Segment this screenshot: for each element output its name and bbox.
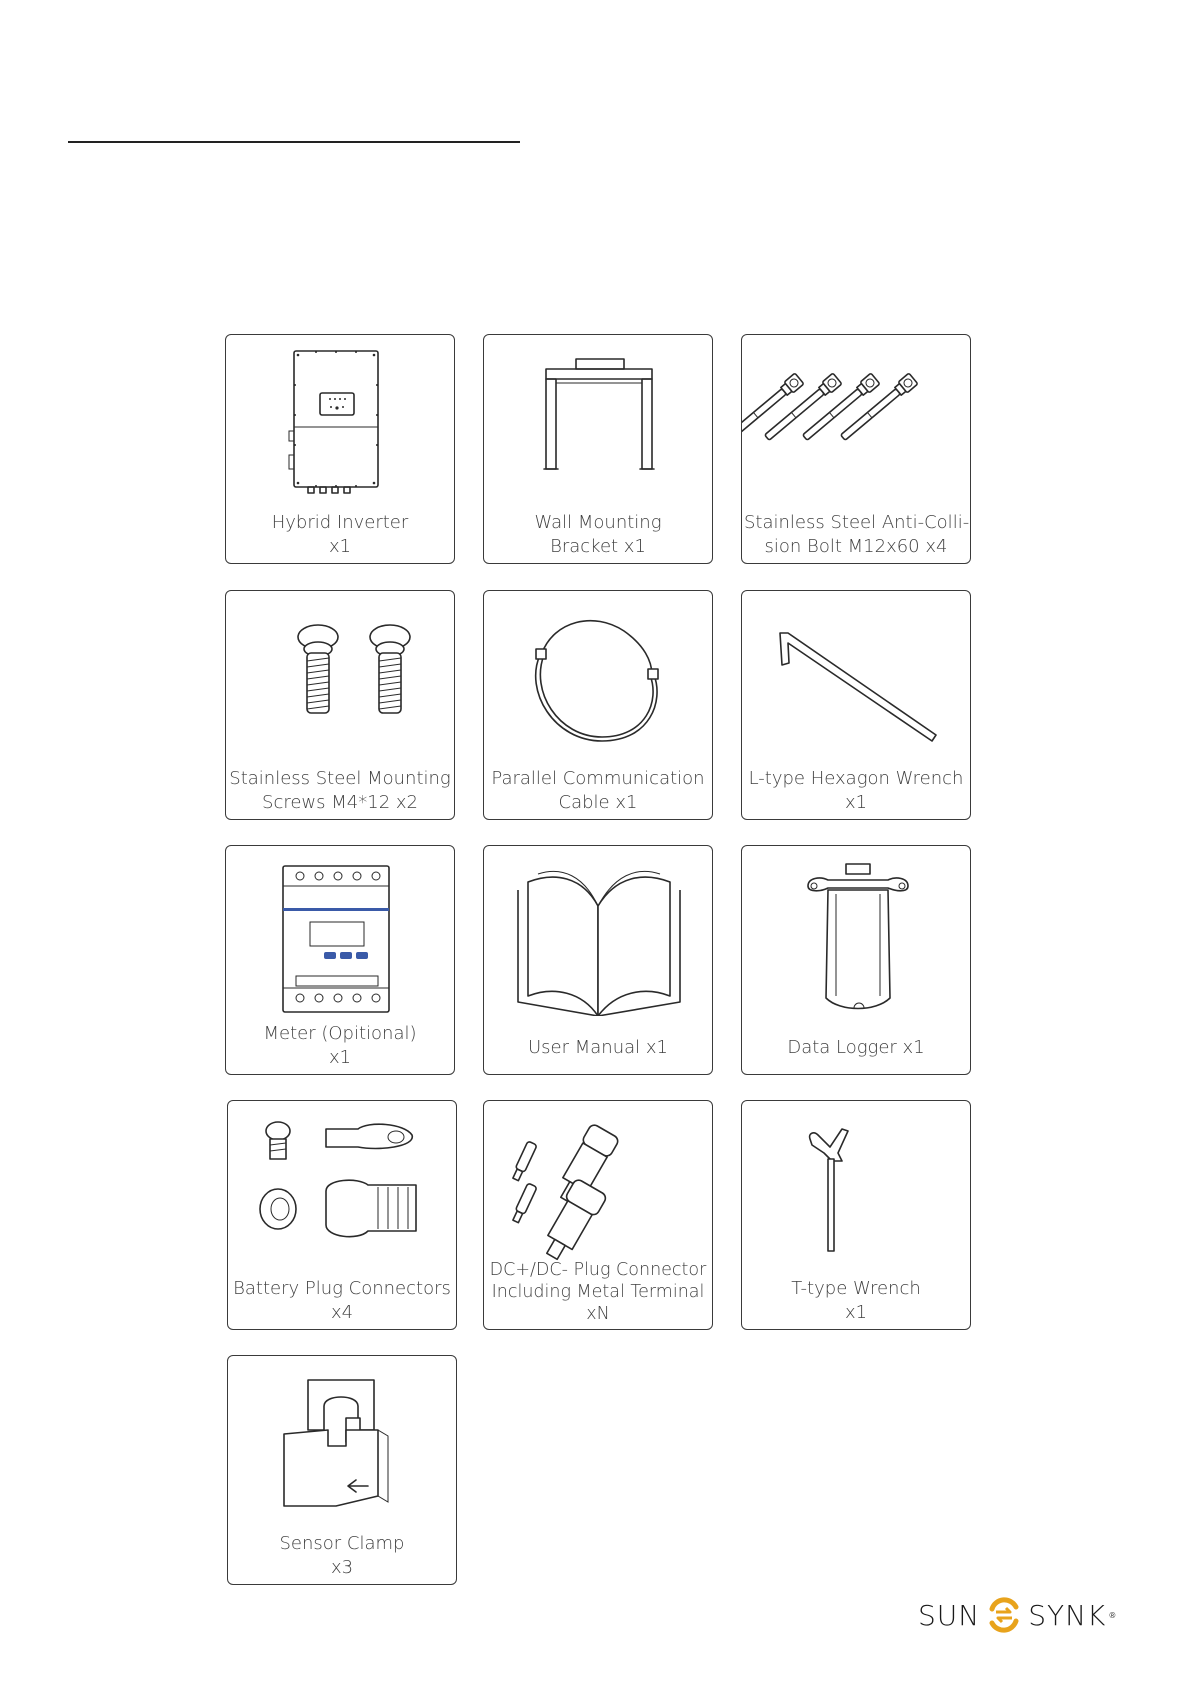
item-caption <box>486 511 710 559</box>
meter-icon <box>226 846 456 1016</box>
caption-line: Wall Mounting <box>534 512 662 533</box>
caption-line: User Manual x1 <box>528 1037 668 1058</box>
hex-wrench-icon <box>742 591 972 761</box>
item-caption <box>744 767 968 815</box>
item-sensor-clamp <box>227 1355 457 1585</box>
battery-connector-icon <box>228 1101 458 1271</box>
item-t-wrench <box>741 1100 971 1330</box>
caption-line: Screws M4*12 x2 <box>262 792 418 813</box>
mounting-screw-icon <box>226 591 456 761</box>
caption-line: xN <box>586 1304 610 1324</box>
item-caption <box>228 767 452 815</box>
caption-line: x1 <box>328 536 352 557</box>
caption-line: Stainless Steel Anti-Colli- <box>744 512 970 533</box>
sensor-clamp-icon <box>228 1356 458 1526</box>
item-mounting-screw <box>225 590 455 820</box>
user-manual-icon <box>484 846 714 1016</box>
item-caption <box>228 1022 452 1070</box>
anti-collision-bolt-icon <box>742 335 972 505</box>
item-caption <box>744 1036 968 1060</box>
caption-line: sion Bolt M12x60 x4 <box>764 536 948 557</box>
caption-line: Meter (Opitional) <box>263 1023 417 1044</box>
item-caption <box>228 511 452 559</box>
caption-line: Sensor Clamp <box>279 1533 405 1554</box>
caption-line: L-type Hexagon Wrench <box>748 768 964 789</box>
item-dc-connector <box>483 1100 713 1330</box>
caption-line: Bracket x1 <box>550 536 646 557</box>
item-caption <box>230 1277 454 1325</box>
caption-line: x1 <box>844 792 868 813</box>
caption-line: Battery Plug Connectors <box>233 1278 451 1299</box>
item-meter <box>225 845 455 1075</box>
wall-bracket-icon <box>484 335 714 505</box>
caption-line: Stainless Steel Mounting <box>229 768 451 789</box>
hybrid-inverter-icon <box>226 335 456 505</box>
brand-word-1: SUN <box>918 1598 981 1632</box>
item-data-logger <box>741 845 971 1075</box>
parallel-cable-icon <box>484 591 714 761</box>
caption-line: T-type Wrench <box>791 1278 921 1299</box>
caption-line: Including Metal Terminal <box>491 1282 705 1302</box>
registered-mark: ® <box>1108 1610 1117 1620</box>
caption-line: Cable x1 <box>558 792 638 813</box>
heading-underline <box>68 141 520 143</box>
caption-line: Data Logger x1 <box>787 1037 925 1058</box>
brand-logo <box>918 1591 1116 1639</box>
caption-line: x1 <box>328 1047 352 1068</box>
caption-line: DC+/DC- Plug Connector <box>489 1260 707 1280</box>
item-hex-wrench <box>741 590 971 820</box>
t-wrench-icon <box>742 1101 972 1271</box>
item-caption <box>486 767 710 815</box>
item-anti-collision-bolt <box>741 334 971 564</box>
sunsynk-logo-icon <box>984 1595 1024 1635</box>
caption-line: Parallel Communication <box>491 768 705 789</box>
item-user-manual <box>483 845 713 1075</box>
item-hybrid-inverter <box>225 334 455 564</box>
brand-word-2: SYNK <box>1028 1598 1107 1632</box>
caption-line: x4 <box>330 1302 354 1323</box>
item-caption <box>230 1532 454 1580</box>
item-caption <box>486 1036 710 1060</box>
data-logger-icon <box>742 846 972 1016</box>
item-caption <box>744 1277 968 1325</box>
item-battery-connector <box>227 1100 457 1330</box>
caption-line: x1 <box>844 1302 868 1323</box>
item-wall-bracket <box>483 334 713 564</box>
caption-line: Hybrid Inverter <box>271 512 409 533</box>
item-parallel-cable <box>483 590 713 820</box>
dc-connector-icon <box>484 1101 714 1271</box>
item-caption <box>486 1259 710 1325</box>
caption-line: x3 <box>330 1557 354 1578</box>
item-caption <box>744 511 968 559</box>
